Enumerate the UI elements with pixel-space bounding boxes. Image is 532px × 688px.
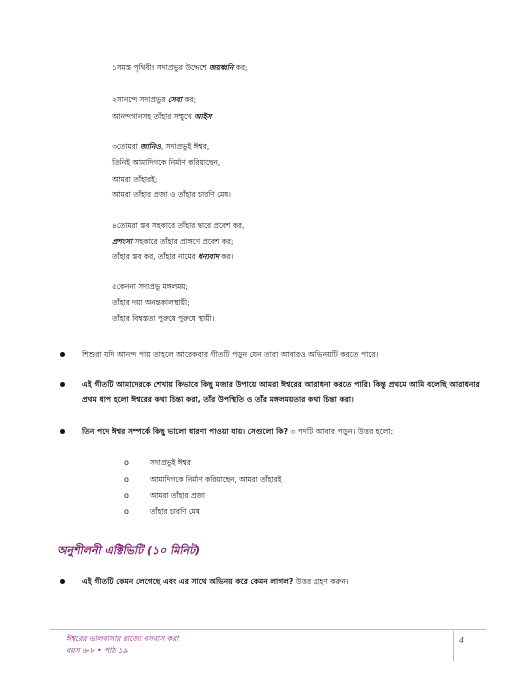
verse-line	[112, 96, 196, 103]
verse-text: আনন্দগানসহ তাঁহার সম্মুখে	[112, 112, 195, 121]
footer-subtitle: বয়স ৬-৮ • পাঠ ১৯	[66, 646, 128, 655]
emphasized-word: সেবা	[167, 95, 182, 104]
verse-text: সহকারে তাঁহার প্রাঙ্গণে প্রবেশ কর;	[132, 237, 234, 246]
list-item: o আমরা তাঁহার প্রজা	[124, 491, 205, 500]
bullet-text: এই গীতটি কেমন লেগেছে এবং এর সাথে অভিনয় করে কেমন লাগল? উত্তর গ্রহণ করুন।	[82, 577, 349, 586]
verse-text: ৩তোমরা	[112, 142, 141, 151]
verse-line	[112, 222, 244, 229]
emphasized-word: জানিও	[140, 142, 161, 151]
page-number: 4	[459, 636, 465, 645]
emphasized-word: জয়ধ্বনি	[209, 63, 234, 72]
bullet-dot	[60, 352, 65, 357]
footer-title: ঈশ্বরের ভালবাসার রাজ্যে বসবাস করা	[66, 634, 179, 643]
verse-text: কর;	[233, 63, 248, 72]
verse-line	[112, 64, 248, 71]
verse-text: , সদাপ্রভুই ঈশ্বর,	[160, 142, 210, 151]
verse-text: তাঁহার দয়া অনন্তকালস্থায়ী;	[112, 298, 190, 307]
verse-text: ২সানন্দে সদাপ্রভুর	[112, 95, 168, 104]
bullet-text: তিন পদে ঈশ্বর সম্পর্কে কিছু ভালো ধারণা পাওয়া যায়। সেগুলো কি? ৩ পদটি আবার পড়ুন। উত্তর হলো:	[82, 427, 394, 436]
bullet-text: এই গীতটি আমাদেরকে শেখায় কিভাবে কিছু মজার উপায়ে আমরা ঈশ্বরের আরাধনা করতে পারি। কিন্তু প্রথমে আমি বলেছি আরাধনার প্রথম ধাপ হলো ঈশ্বরের কথা চিন্তা করা, তাঁর উপস্থিতি ও তাঁর মঙ্গলময়তার কথা চিন্তা করা।	[82, 380, 480, 404]
verse-line	[112, 238, 233, 245]
verse-text: তাঁহার বিশ্বস্ততা পুরুষে পুরুষে স্থায়ী।	[112, 314, 215, 323]
verse-text: তিনিই আমাদিগকে নির্মাণ করিয়াছেন,	[112, 158, 221, 167]
verse-text: কর;	[181, 95, 197, 104]
verse-text: কর।	[218, 252, 234, 261]
emphasized-word: আইস	[194, 112, 212, 121]
verse-text: ১সমস্ত পৃথিবী! সদাপ্রভুর উদ্দেশে	[112, 63, 210, 72]
verse-text: আমরা তাঁহারই;	[112, 175, 158, 184]
footer-lesson-info	[66, 633, 179, 657]
activity-heading: অনুশীলনী এক্টিভিটি (১০ মিনিট)	[57, 544, 201, 557]
verse-line	[112, 299, 190, 306]
verse-text: ৫কেননা সদাপ্রভু মঙ্গলময়;	[112, 282, 189, 291]
bullet-dot	[60, 579, 65, 584]
verse-line	[112, 253, 233, 260]
verse-text: আমরা তাঁহার প্রজা ও তাঁহার চারণি মেষ।	[112, 190, 231, 199]
verse-line	[112, 283, 188, 290]
verse-line	[112, 191, 231, 198]
emphasized-word: ধন্যবাদ	[198, 252, 219, 261]
verse-text: তাঁহার স্তব কর, তাঁহার নামের	[112, 252, 199, 261]
emphasized-word: প্রশংসা	[112, 237, 133, 246]
verse-line	[112, 113, 212, 120]
verse-line	[112, 143, 209, 150]
verse-line	[112, 176, 157, 183]
bullet-dot	[60, 382, 65, 387]
bullet-item	[60, 347, 490, 362]
bullet-item	[60, 424, 490, 439]
verse-text: ৪তোমরা স্তব সহকারে তাঁহার দ্বারে প্রবেশ কর,	[112, 221, 245, 230]
list-item: o সদাপ্রভুই ঈশ্বর	[124, 458, 191, 467]
verse-line	[112, 159, 220, 166]
bullet-item	[60, 377, 490, 407]
list-item: o তাঁহার চারণি মেষ	[124, 507, 200, 516]
activity-bullet	[60, 574, 490, 589]
footer-divider	[50, 629, 486, 630]
verse-line	[112, 315, 214, 322]
list-item: o আমাদিগকে নির্মাণ করিয়াছেন, আমরা তাঁহারই	[124, 475, 282, 484]
bullet-dot	[60, 429, 65, 434]
footer-vertical-divider	[453, 631, 454, 661]
bullet-text: শিশুরা যদি আনন্দ পায় তাহলে আরেকবার গীতটি পড়ুন যেন তারা আবারও অভিনয়টি করতে পারে।	[82, 350, 379, 359]
